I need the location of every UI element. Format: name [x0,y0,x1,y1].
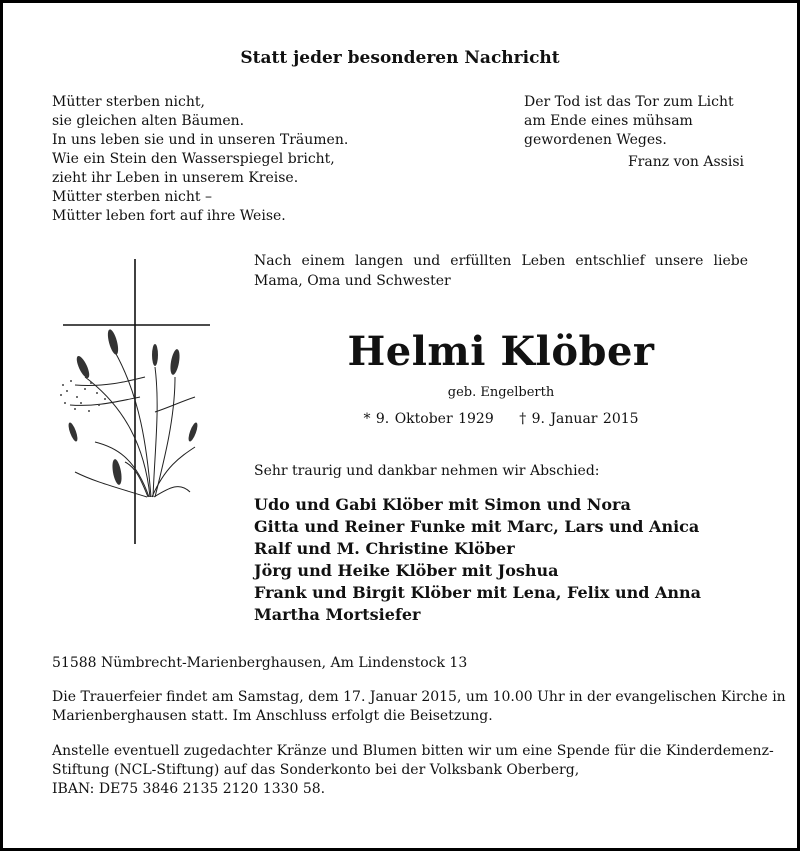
family-list [254,494,701,626]
donation-line: IBAN: DE75 3846 2135 2120 1330 58. [52,781,326,797]
poem-line: zieht ihr Leben in unserem Kreise. [52,170,299,186]
donation-line: Anstelle eventuell zugedachter Kränze und Blumen bitten wir um eine Spende für die Kinderdemenz- [52,743,774,759]
ceremony-line: Die Trauerfeier findet am Samstag, dem 17. Januar 2015, um 10.00 Uhr in der evangelischen Kirche in [52,689,786,705]
birth-date: * 9. Oktober 1929 [363,411,494,427]
intro-text: Nach einem langen und erfüllten Leben entschlief unsere liebe Mama, Oma und Schwester [254,253,748,289]
donation-line: Stiftung (NCL-Stiftung) auf das Sonderkonto bei der Volksbank Oberberg, [52,762,580,778]
quote-line: gewordenen Weges. [524,132,667,148]
poem-line: Wie ein Stein den Wasserspiegel bricht, [52,151,335,167]
family-member: Ralf und M. Christine Klöber [254,539,515,558]
poem-line: Mütter sterben nicht, [52,94,205,110]
poem-right [524,93,744,172]
poem-left [52,93,348,226]
donation-info [52,742,774,799]
cross-wheat-icon [55,257,215,547]
life-dates [254,411,748,427]
death-date: † 9. Januar 2015 [519,411,639,427]
poem-line: sie gleichen alten Bäumen. [52,113,245,129]
family-member: Martha Mortsiefer [254,605,421,624]
address: 51588 Nümbrecht-Marienberghausen, Am Lindenstock 13 [52,655,468,671]
ceremony-info [52,688,786,726]
family-member: Gitta und Reiner Funke mit Marc, Lars und Anica [254,517,700,536]
poem-line: Mütter sterben nicht – [52,189,212,205]
family-member: Jörg und Heike Klöber mit Joshua [254,561,559,580]
family-member: Udo und Gabi Klöber mit Simon und Nora [254,495,631,514]
poem-line: Mütter leben fort auf ihre Weise. [52,208,286,224]
deceased-name: Helmi Klöber [347,328,655,375]
family-member: Frank und Birgit Klöber mit Lena, Felix und Anna [254,583,702,602]
ceremony-line: Marienberghausen statt. Im Anschluss erfolgt die Beisetzung. [52,708,493,724]
headline: Statt jeder besonderen Nachricht [240,48,560,68]
farewell-text: Sehr traurig und dankbar nehmen wir Abschied: [254,463,600,479]
quote-line: Der Tod ist das Tor zum Licht [524,94,734,110]
quote-line: am Ende eines mühsam [524,113,693,129]
birth-name: geb. Engelberth [447,385,555,400]
poem-line: In uns leben sie und in unseren Träumen. [52,132,349,148]
quote-author: Franz von Assisi [627,154,744,170]
